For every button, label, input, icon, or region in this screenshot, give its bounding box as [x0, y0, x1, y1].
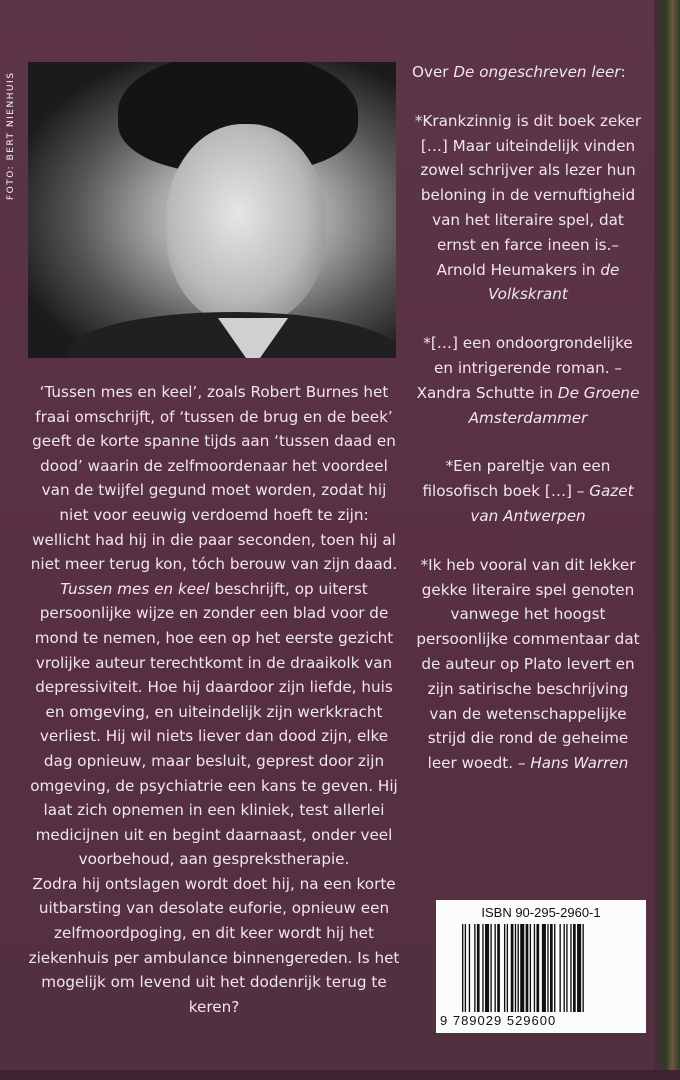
barcode-bar — [566, 924, 567, 1012]
review-quote — [412, 553, 644, 776]
barcode-bar — [526, 924, 529, 1012]
review-text: *[…] een ondoorgrondelijke en intrigerende roman. – Xandra Schutte in — [416, 334, 633, 402]
barcode-bar — [494, 924, 495, 1012]
barcode-bar — [582, 924, 583, 1012]
barcode-bar — [515, 924, 516, 1012]
photo-face — [166, 124, 326, 324]
barcode-bar — [547, 924, 548, 1012]
barcode-bar — [477, 924, 480, 1012]
barcode-bar — [520, 924, 524, 1012]
cover-bottom-edge — [0, 1070, 680, 1080]
author-photo — [28, 62, 396, 358]
barcode-bar — [507, 924, 508, 1012]
review-source: de Volkskrant — [488, 260, 620, 304]
review-quote — [412, 331, 644, 430]
barcode-bar — [534, 924, 535, 1012]
barcode-bar — [474, 924, 475, 1012]
barcode-bar — [564, 924, 565, 1012]
review-text: *Krankzinnig is dit boek zeker […] Maar uiteindelijk vinden zowel schrijver als lezer hun beloning in de vernuftigheid van het literaire spel, dat ernst en farce ineen is.– Arnold Heumakers in — [414, 111, 642, 279]
barcode-bar — [536, 924, 539, 1012]
reviews-heading — [412, 60, 644, 85]
reviews-column — [412, 60, 644, 800]
review-text: *Een pareltje van een filosofisch boek […] – — [422, 457, 611, 501]
blurb-book-title: Tussen mes en keel — [60, 579, 210, 598]
barcode-label — [436, 900, 646, 1033]
reviews-heading-prefix: Over — [412, 63, 454, 81]
barcode-bar — [469, 924, 470, 1012]
review-quote — [412, 109, 644, 307]
barcode-bar — [577, 924, 581, 1012]
barcode-bar — [465, 924, 466, 1012]
cover-edge — [654, 0, 680, 1080]
review-text: *Ik heb vooral van dit lekker gekke literaire spel genoten vanwege het hoogst persoonlijke commentaar dat de auteur op Plato levert en zijn satirische beschrijving van de wetenschappelijke strijd die rond de geheime leer woedt. – — [416, 555, 640, 773]
barcode-bar — [511, 924, 514, 1012]
barcode-bar — [482, 924, 483, 1012]
barcode-bar — [530, 924, 531, 1012]
barcode-bars — [462, 924, 638, 1012]
reviews-heading-title: De ongeschreven leer — [453, 63, 621, 81]
barcode-bar — [550, 924, 553, 1012]
blurb-paragraph-1: ‘Tussen mes en keel’, zoals Robert Burnes het fraai omschrijft, of ‘tussen de brug en de beek’ geeft de korte spanne tijds aan ‘tussen daad en dood’ waarin de zelfmoordenaar het voordeel van de twijfel gegund moet worden, zodat hij niet voor eeuwig verdoemd hoeft te zijn: wellicht had hij in die paar seconden, toen hij al niet meer terug kon, tóch berouw van zijn daad. — [30, 383, 398, 574]
barcode-bar — [570, 924, 571, 1012]
barcode-bar — [490, 924, 491, 1012]
review-quote — [412, 454, 644, 528]
blurb-paragraph-2 — [28, 577, 400, 872]
blurb-paragraph-2-text: beschrijft, op uiterst persoonlijke wijze en zonder een blad voor de mond te nemen, hoe een op het eerste gezicht vrolijke auteur terechtkomt in de draaikolk van depressiviteit. Hoe hij daardoor zijn liefde, huis en omgeving, en uiteindelijk zijn werkkracht verliest. Hij wil niets liever dan dood zijn, elke dag opnieuw, maar besluit, geprest door zijn omgeving, de psychiatrie een kans te geven. Hij laat zich opnemen in een kliniek, test allerlei medicijnen uit en begint daarnaast, onder veel voorbehoud, aan gesprekstherapie. — [30, 579, 398, 869]
photo-credit — [6, 188, 16, 200]
blurb-text — [28, 380, 400, 1019]
barcode-bar — [542, 924, 546, 1012]
barcode-bar — [485, 924, 489, 1012]
barcode-bar — [497, 924, 500, 1012]
barcode-bar — [559, 924, 560, 1012]
barcode-bar — [518, 924, 519, 1012]
barcode-bar — [554, 924, 555, 1012]
ean-number: 9 789029 529600 — [440, 1013, 557, 1028]
reviews-heading-suffix: : — [620, 63, 626, 81]
review-source: De Groene Amsterdammer — [468, 383, 640, 427]
isbn-number: ISBN 90-295-2960-1 — [481, 905, 601, 920]
barcode-bar — [573, 924, 576, 1012]
barcode-bar — [504, 924, 505, 1012]
review-source: Hans Warren — [530, 754, 629, 773]
blurb-paragraph-3: Zodra hij ontslagen wordt doet hij, na een korte uitbarsting van desolate euforie, opnieuw een zelfmoordpoging, en dit keer wordt hij het ziekenhuis per ambulance binnengereden. Is het mogelijk om levend uit het dodenrijk terug te keren? — [28, 874, 400, 1016]
review-source: Gazet van Antwerpen — [470, 482, 634, 525]
barcode-bar — [462, 924, 463, 1012]
